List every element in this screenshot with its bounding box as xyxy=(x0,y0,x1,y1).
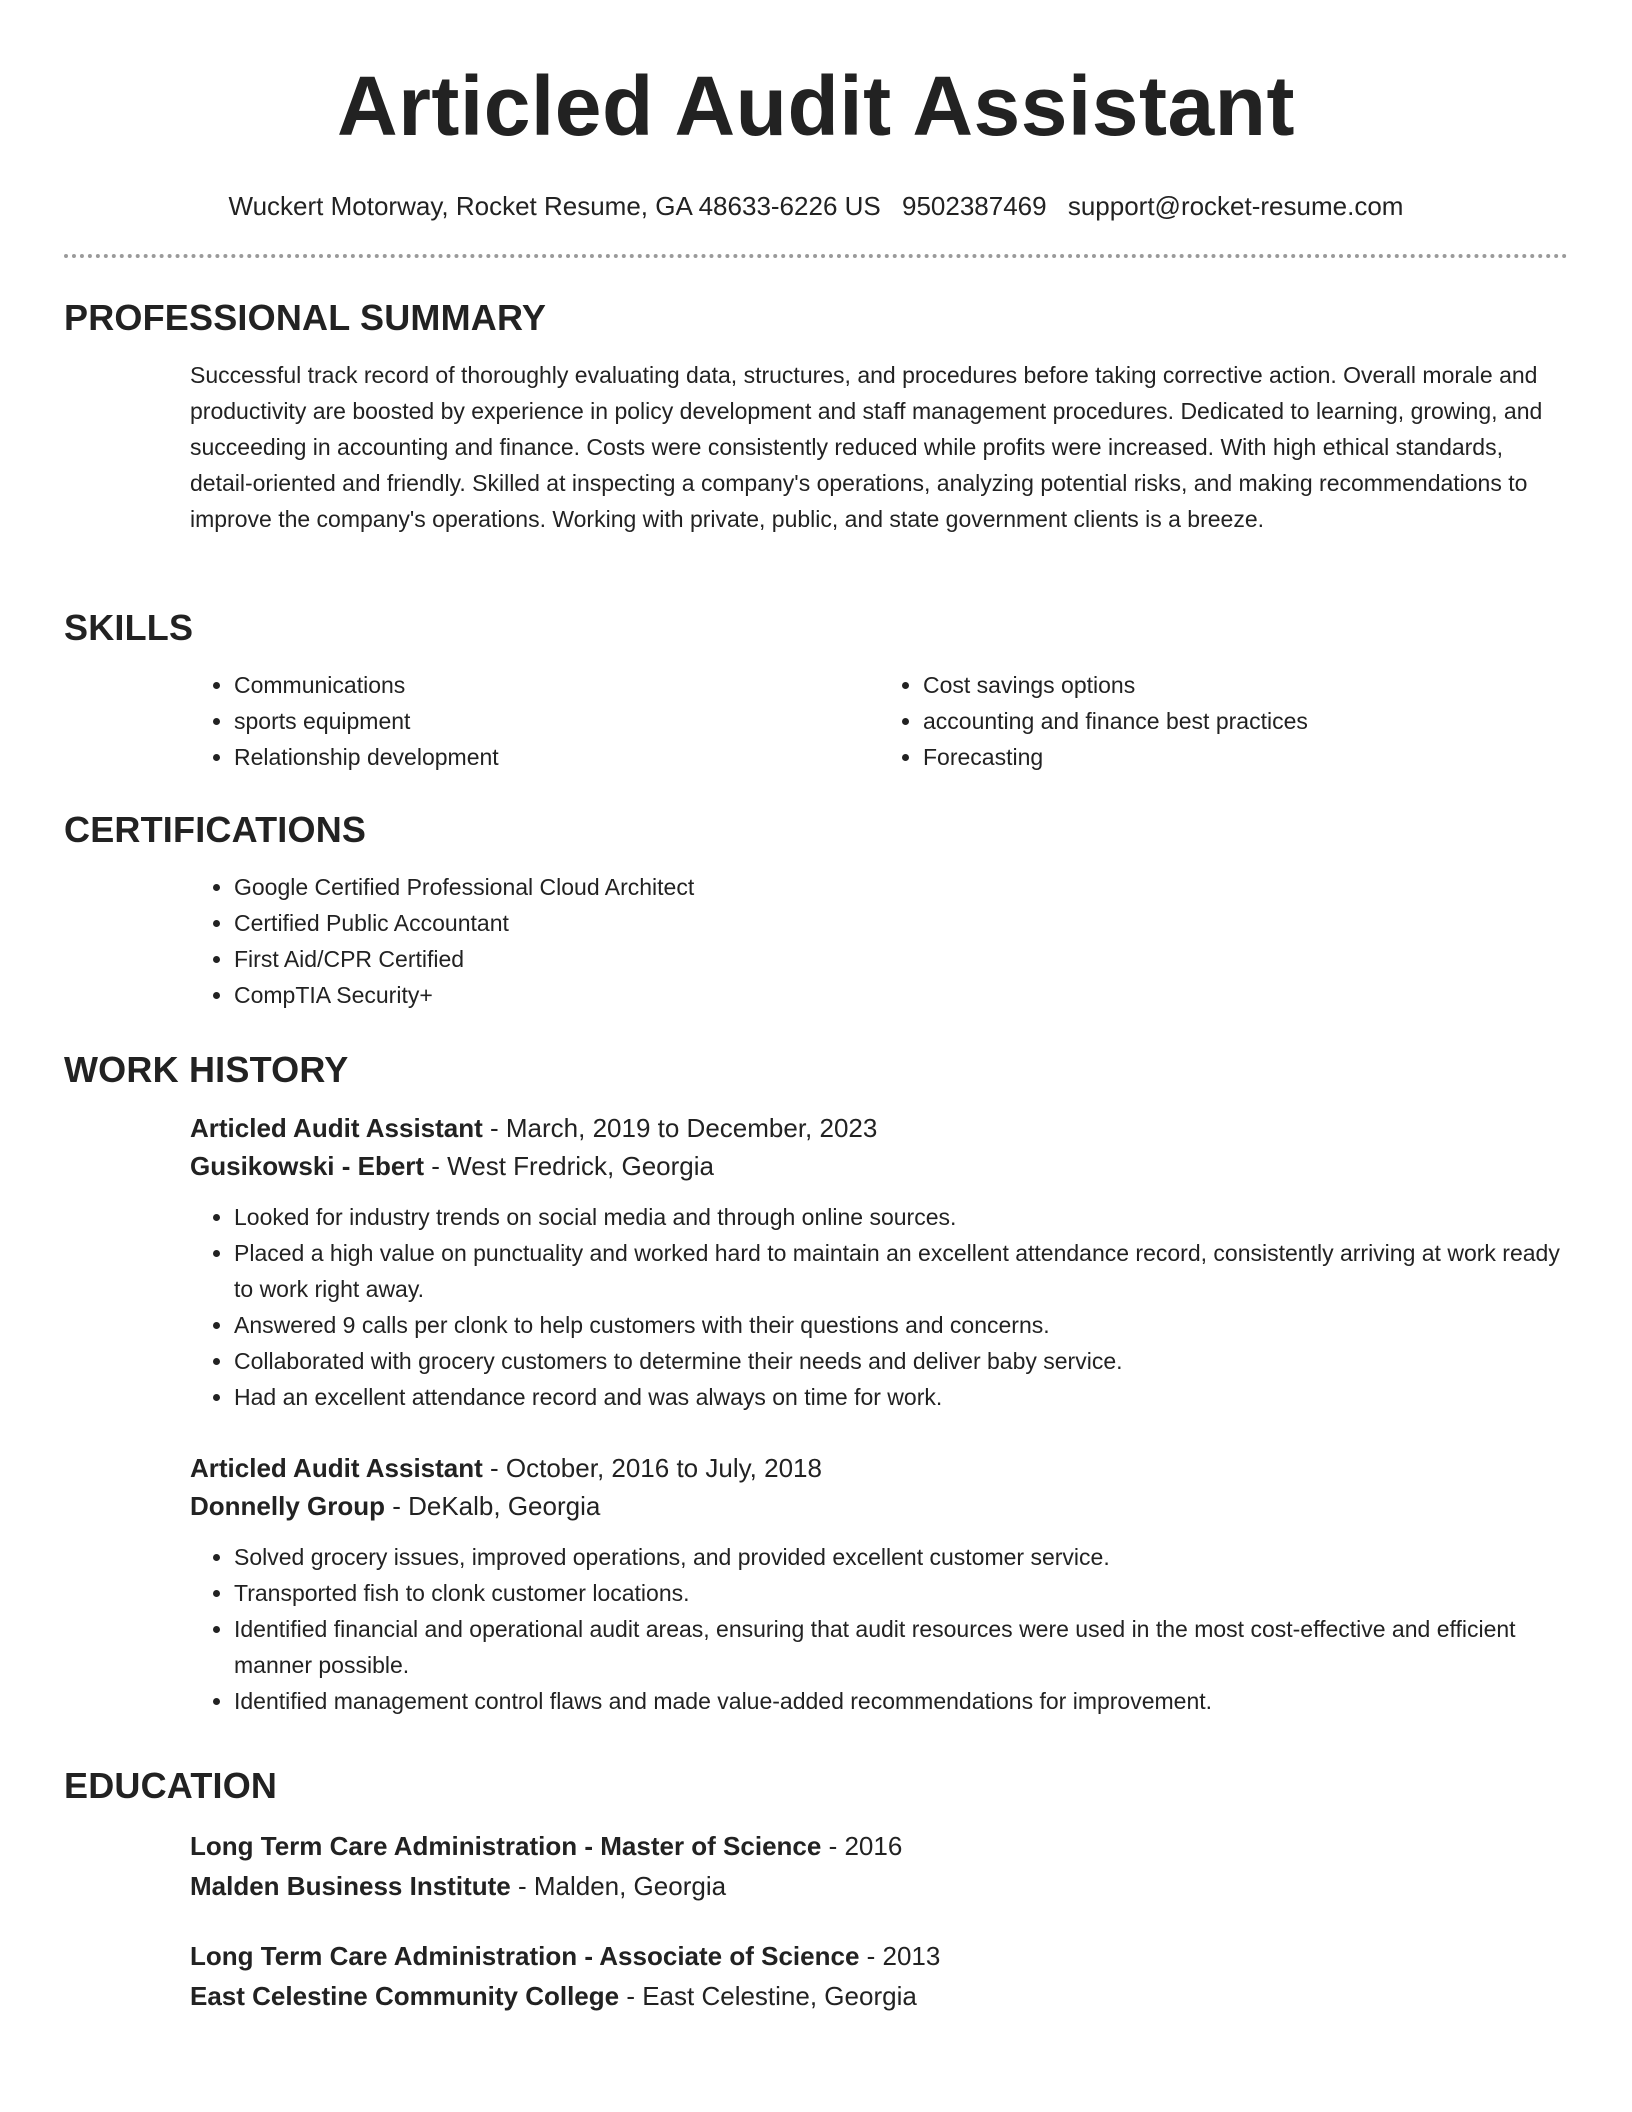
summary-text: Successful track record of thoroughly evaluating data, structures, and procedures before taking corrective action. Overall morale and productivity are boosted by experience in policy development and staff management procedures. Dedicated to learning, growing, and succeeding in accounting and finance. Costs were consistently reduced while profits were increased. With high ethical standards, detail-oriented and friendly. Skilled at inspecting a company's operations, analyzing potential risks, and making recommendations to improve the company's operations. Working with private, public, and state government clients is a breeze. xyxy=(190,362,1543,532)
job-location: - West Fredrick, Georgia xyxy=(424,1151,715,1181)
section-title-skills: SKILLS xyxy=(64,607,194,648)
contact-email: support@rocket-resume.com xyxy=(1067,191,1404,221)
job-dates: - March, 2019 to December, 2023 xyxy=(482,1113,878,1143)
job-entry xyxy=(190,1109,1568,1415)
certification-item: • First Aid/CPR Certified xyxy=(234,941,1568,977)
education-entry xyxy=(190,1936,1568,2016)
section-title-education: EDUCATION xyxy=(64,1765,278,1806)
skill-item: • Communications xyxy=(234,667,879,703)
work-history-section xyxy=(64,1048,1568,1719)
education-degree-line xyxy=(190,1936,1568,1976)
job-location: - DeKalb, Georgia xyxy=(385,1491,601,1521)
job-title-line xyxy=(190,1109,1568,1147)
skill-item: • Forecasting xyxy=(923,739,1568,775)
section-title-work-history: WORK HISTORY xyxy=(64,1049,349,1090)
contact-phone: 9502387469 xyxy=(901,191,1047,221)
professional-summary-section xyxy=(64,296,1568,537)
skill-item: • accounting and finance best practices xyxy=(923,703,1568,739)
education-location: - East Celestine, Georgia xyxy=(619,1981,917,2011)
job-entry xyxy=(190,1449,1568,1719)
certification-item: • Google Certified Professional Cloud Architect xyxy=(234,869,1568,905)
job-duty: • Solved grocery issues, improved operations, and provided excellent customer service. xyxy=(234,1539,1568,1575)
certifications-body xyxy=(190,869,1568,1013)
header-divider xyxy=(64,254,1568,258)
skill-item: • Relationship development xyxy=(234,739,879,775)
education-entry xyxy=(190,1826,1568,1906)
job-duty: • Looked for industry trends on social media and through online sources. xyxy=(234,1199,1568,1235)
job-duty: • Transported fish to clonk customer locations. xyxy=(234,1575,1568,1611)
education-year: - 2013 xyxy=(859,1941,941,1971)
education-degree-line xyxy=(190,1826,1568,1866)
job-duty: • Identified management control flaws and made value-added recommendations for improvement. xyxy=(234,1683,1568,1719)
job-dates: - October, 2016 to July, 2018 xyxy=(482,1453,822,1483)
section-title-summary: PROFESSIONAL SUMMARY xyxy=(64,297,547,338)
contact-address: Wuckert Motorway, Rocket Resume, GA 48633-6226 US xyxy=(228,191,881,221)
job-company: Gusikowski - Ebert xyxy=(190,1151,425,1181)
job-duty: • Identified financial and operational audit areas, ensuring that audit resources were used in the most cost-effective and efficient manner possible. xyxy=(234,1611,1568,1683)
education-school: Malden Business Institute xyxy=(190,1871,511,1901)
skills-list xyxy=(190,667,1568,775)
skill-item: • sports equipment xyxy=(234,703,879,739)
education-body xyxy=(190,1826,1568,2016)
job-title: Articled Audit Assistant xyxy=(190,1113,483,1143)
job-company: Donnelly Group xyxy=(190,1491,385,1521)
skills-column-left xyxy=(190,667,879,775)
job-title-line xyxy=(190,1449,1568,1487)
certifications-list xyxy=(190,869,1568,1013)
resume-name: Articled Audit Assistant xyxy=(337,59,1295,153)
education-location: - Malden, Georgia xyxy=(510,1871,727,1901)
education-section xyxy=(64,1764,1568,2016)
skill-item: • Cost savings options xyxy=(923,667,1568,703)
job-duty: • Placed a high value on punctuality and worked hard to maintain an excellent attendance record, consistently arriving at work ready to work right away. xyxy=(234,1235,1568,1307)
education-school-line xyxy=(190,1866,1568,1906)
summary-body xyxy=(190,357,1568,537)
contact-line xyxy=(64,190,1568,222)
job-duty: • Collaborated with grocery customers to determine their needs and deliver baby service. xyxy=(234,1343,1568,1379)
skills-section xyxy=(64,606,1568,775)
job-title: Articled Audit Assistant xyxy=(190,1453,483,1483)
job-duty: • Had an excellent attendance record and was always on time for work. xyxy=(234,1379,1568,1415)
job-company-line xyxy=(190,1147,1568,1185)
education-school-line xyxy=(190,1976,1568,2016)
education-year: - 2016 xyxy=(821,1831,903,1861)
certifications-section xyxy=(64,808,1568,1013)
section-title-certifications: CERTIFICATIONS xyxy=(64,809,367,850)
job-company-line xyxy=(190,1487,1568,1525)
education-school: East Celestine Community College xyxy=(190,1981,620,2011)
job-duty: • Answered 9 calls per clonk to help customers with their questions and concerns. xyxy=(234,1307,1568,1343)
work-history-body xyxy=(190,1109,1568,1719)
education-degree: Long Term Care Administration - Master of Science xyxy=(190,1831,822,1861)
certification-item: • CompTIA Security+ xyxy=(234,977,1568,1013)
job-duties-list xyxy=(190,1199,1568,1415)
job-duties-list xyxy=(190,1539,1568,1719)
education-degree: Long Term Care Administration - Associate of Science xyxy=(190,1941,860,1971)
skills-column-right xyxy=(879,667,1568,775)
certification-item: • Certified Public Accountant xyxy=(234,905,1568,941)
